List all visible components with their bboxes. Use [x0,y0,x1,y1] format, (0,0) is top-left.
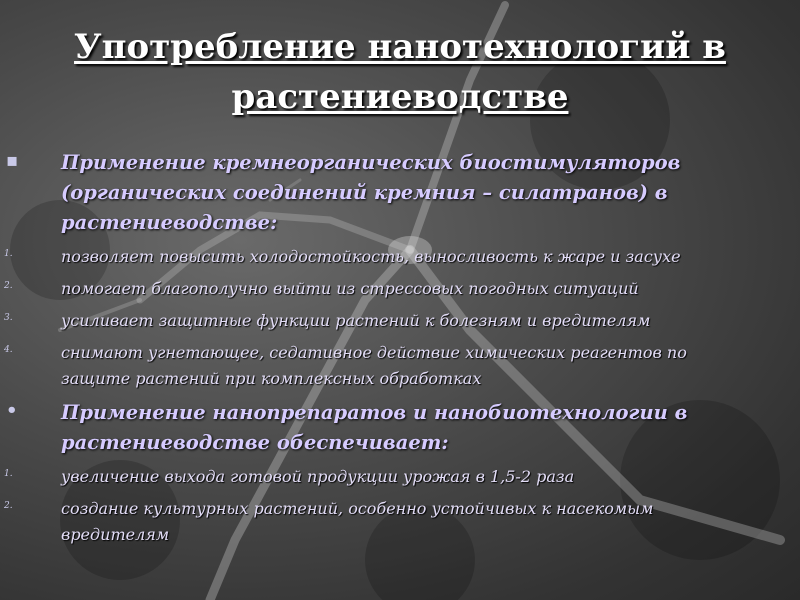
item-text: увеличение выхода готовой продукции урожая в 1,5-2 раза [61,467,575,486]
list-item [0,244,800,270]
item-number: 1. [4,249,13,259]
section-heading-text: Применение нанопрепаратов и нанобиотехнологии в растениеводстве обеспечивает: [61,401,688,454]
list-item [0,340,800,392]
item-number: 1. [4,469,13,479]
item-text: снимают угнетающее, седативное действие химических реагентов по защите растений при комплексных обработках [61,343,687,388]
item-number: 3. [4,313,13,323]
section-heading-1 [0,148,800,238]
item-number: 2. [4,281,13,291]
slide-body [0,148,800,548]
item-text: создание культурных растений, особенно устойчивых к насекомым вредителям [61,499,654,544]
list-item [0,464,800,490]
list-item [0,276,800,302]
list-item [0,496,800,548]
slide-title: Употребление нанотехнологий в растениеводстве [74,27,726,117]
section-heading-text: Применение кремнеорганических биостимуляторов (органических соединений кремния – силатранов) в растениеводстве: [61,151,681,234]
item-text: помогает благополучно выйти из стрессовых погодных ситуаций [61,279,639,298]
item-number: 2. [4,501,13,511]
dot-bullet-icon: • [6,400,18,421]
item-number: 4. [4,345,13,355]
section-heading-2 [0,398,800,458]
item-text: усиливает защитные функции растений к болезням и вредителям [61,311,651,330]
item-text: позволяет повысить холодостойкость, выносливость к жаре и засухе [61,247,681,266]
list-item [0,308,800,334]
square-bullet-icon: ▪ [6,150,19,171]
